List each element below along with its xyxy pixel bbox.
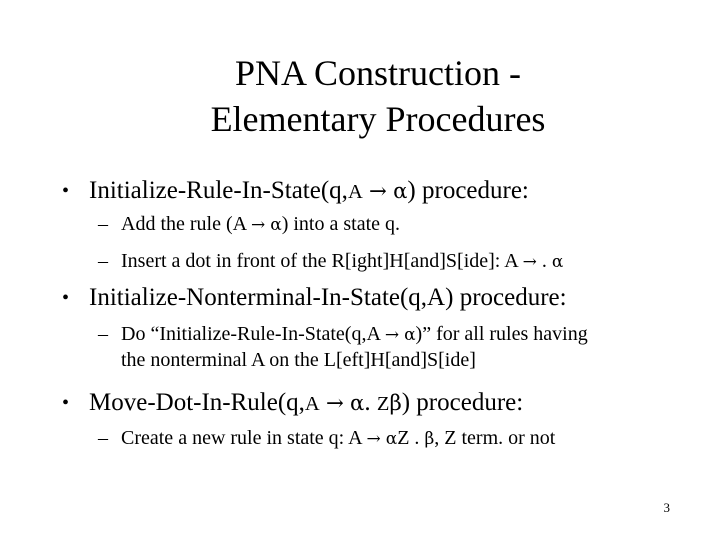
title-line-1: PNA Construction - bbox=[234, 53, 521, 93]
title-line-2: Elementary Procedures bbox=[210, 99, 546, 139]
sub-bullet-text: Create a new rule in state q: A → αZ . β, Z term. or not bbox=[121, 427, 556, 449]
bullet-marker: • bbox=[62, 287, 70, 309]
page-number: 3 bbox=[663, 500, 670, 515]
sub-bullet-line-1: Do “Initialize-Rule-In-State(q,A → α)” for all rules having bbox=[121, 323, 588, 345]
sub-bullet-marker: – bbox=[98, 427, 108, 449]
bullet-text: Initialize-Nonterminal-In-State(q,A) procedure: bbox=[89, 284, 567, 311]
bullet-text: Move-Dot-In-Rule(q,A → α. Zβ) procedure: bbox=[89, 389, 524, 416]
sub-bullet-marker: – bbox=[98, 323, 108, 345]
slide-title bbox=[0, 50, 720, 142]
sub-bullet-text: Add the rule (A → α) into a state q. bbox=[121, 213, 401, 235]
bullet-marker: • bbox=[62, 392, 70, 414]
sub-bullet-marker: – bbox=[98, 213, 108, 235]
sub-bullet-text: Insert a dot in front of the R[ight]H[and]S[ide]: A → . α bbox=[121, 250, 564, 272]
sub-bullet-text bbox=[121, 322, 588, 373]
sub-bullet-marker: – bbox=[98, 250, 108, 272]
bullet-text: Initialize-Rule-In-State(q,A → α) procedure: bbox=[89, 177, 529, 204]
sub-bullet-line-2: the nonterminal A on the L[eft]H[and]S[ide] bbox=[121, 349, 476, 371]
bullet-marker: • bbox=[62, 180, 70, 202]
